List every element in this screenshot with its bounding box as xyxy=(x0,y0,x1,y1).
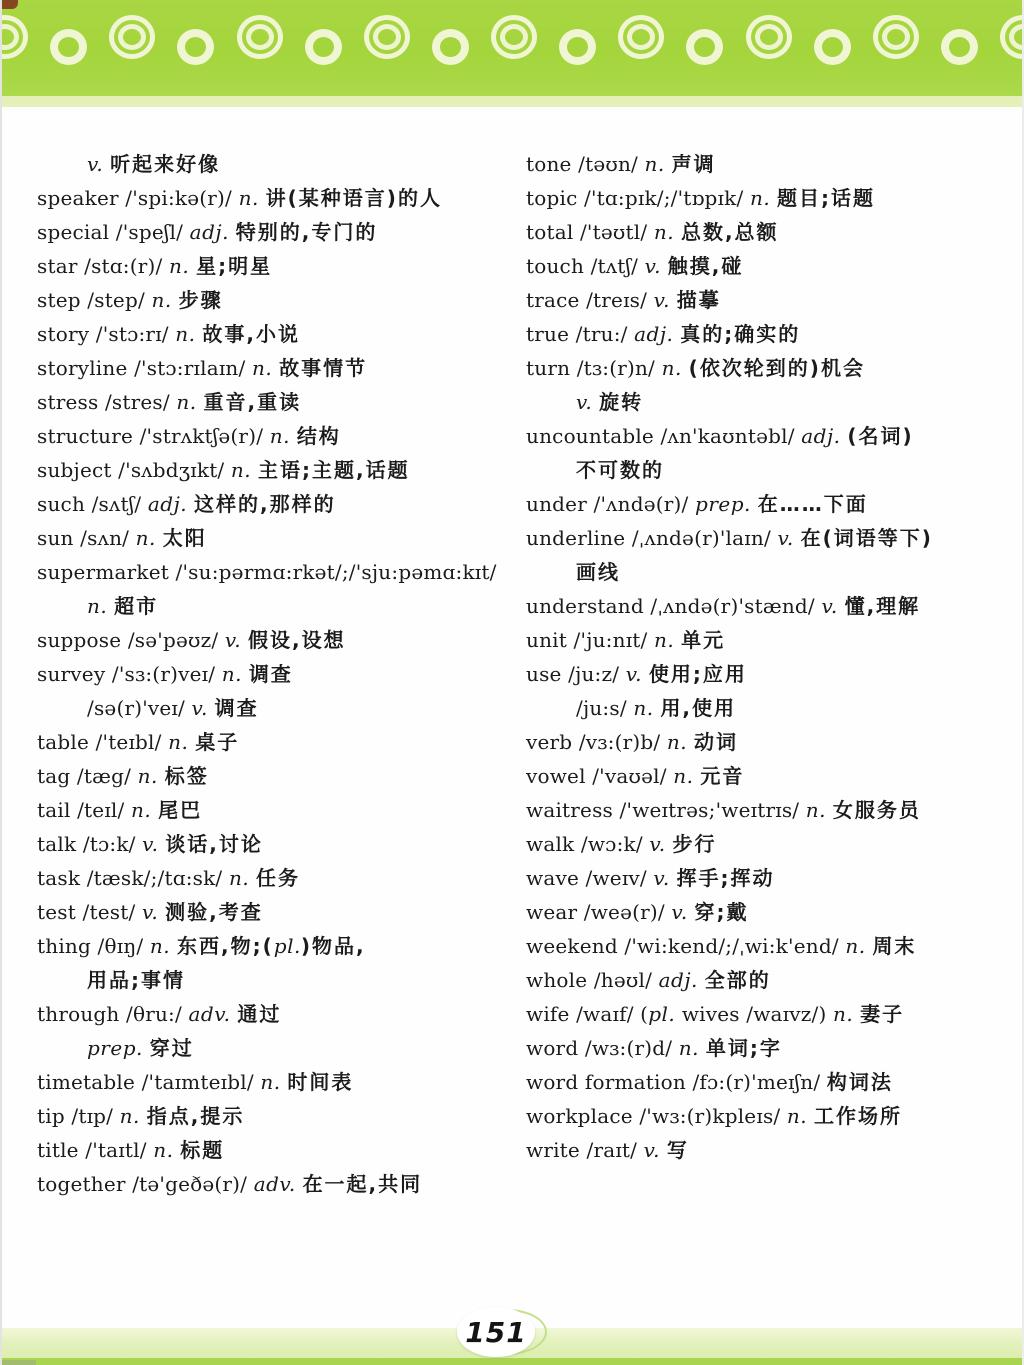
pos-label: n. xyxy=(230,458,259,482)
entry-text: topic /'tɑ:pɪk/;/'tɒpɪk/ xyxy=(526,186,750,210)
pos-label: n. xyxy=(87,594,115,618)
chinese-definition: 在……下面 xyxy=(757,492,868,516)
entry-text: unit /'ju:nɪt/ xyxy=(526,628,655,652)
entry-text: special /'speʃl/ xyxy=(37,220,190,244)
pos-label: adj. xyxy=(658,968,705,992)
scan-corner-mark xyxy=(2,0,18,9)
page-number: 151 xyxy=(465,1315,527,1349)
chinese-definition: 女服务员 xyxy=(832,798,921,822)
chinese-definition: 调查 xyxy=(248,662,293,686)
pos-label: adj. xyxy=(147,492,195,516)
dict-entry-line xyxy=(37,623,515,657)
dict-entry-line xyxy=(37,861,515,895)
chinese-definition: 使用;应用 xyxy=(648,662,747,686)
entry-text: whole /həʊl/ xyxy=(526,968,659,992)
dict-entry-line xyxy=(37,1099,515,1133)
entry-text: /sə(r)'veɪ/ xyxy=(87,696,192,720)
right-column xyxy=(526,147,1022,1167)
entry-text: waitress /'weɪtrəs;'weɪtrɪs/ xyxy=(526,798,806,822)
dict-entry-line xyxy=(37,317,515,351)
entry-text: trace /treɪs/ xyxy=(526,288,654,312)
left-column xyxy=(37,147,515,1201)
pos-label: v. xyxy=(87,152,111,176)
dict-entry-line xyxy=(526,351,1022,385)
chinese-definition: 写 xyxy=(666,1138,689,1162)
entry-text: through /θru:/ xyxy=(37,1002,189,1026)
entry-text: structure /'strʌktʃə(r)/ xyxy=(37,424,270,448)
chinese-definition: 总数,总额 xyxy=(680,220,779,244)
ring-icon xyxy=(941,29,978,65)
chinese-definition: 谈话,讨论 xyxy=(165,832,263,856)
dict-entry-line xyxy=(526,759,1022,793)
entry-text: step /step/ xyxy=(37,288,152,312)
entry-text: together /tə'geðə(r)/ xyxy=(37,1172,254,1196)
footer-edge-line xyxy=(2,1358,1024,1365)
dict-entry-line xyxy=(37,691,515,725)
ring-icon xyxy=(50,29,87,65)
entry-text: story /'stɔ:rɪ/ xyxy=(37,322,176,346)
entry-text: talk /tɔ:k/ xyxy=(37,832,143,856)
pos-label: n. xyxy=(653,220,681,244)
dict-entry-line xyxy=(526,249,1022,283)
dict-entry-line xyxy=(526,691,1022,725)
dict-entry-line xyxy=(37,589,515,623)
dict-entry-line xyxy=(526,1099,1022,1133)
entry-text: stress /stres/ xyxy=(37,390,177,414)
chinese-definition: 桌子 xyxy=(195,730,240,754)
entry-text: touch /tʌtʃ/ xyxy=(526,254,645,278)
dict-entry-line xyxy=(37,419,515,453)
dict-entry-line xyxy=(526,1031,1022,1065)
chinese-definition: 步骤 xyxy=(178,288,223,312)
pos-label: v. xyxy=(191,696,215,720)
chinese-definition: 这样的,那样的 xyxy=(194,492,336,516)
chinese-definition: )物品, xyxy=(300,934,366,958)
chinese-definition: 主语;主题,话题 xyxy=(258,458,410,482)
dict-entry-line xyxy=(37,351,515,385)
dict-entry-line xyxy=(526,453,1022,487)
pos-label: v. xyxy=(142,832,166,856)
chinese-definition: 不可数的 xyxy=(576,458,664,482)
pos-label: v. xyxy=(644,254,668,278)
ring-icon xyxy=(2,15,28,59)
chinese-definition: 构词法 xyxy=(826,1070,893,1094)
entry-text: supermarket /'su:pərmɑ:rkət/;/'sju:pəmɑ:kɪt/ xyxy=(37,560,497,584)
entry-text: workplace /'wɜ:(r)kpleɪs/ xyxy=(526,1104,787,1128)
entry-text: word formation /fɔ:(r)'meɪʃn/ xyxy=(526,1070,827,1094)
chinese-definition: 标题 xyxy=(180,1138,225,1162)
chinese-definition: 特别的,专门的 xyxy=(235,220,378,244)
pos-label: n. xyxy=(135,526,163,550)
dict-entry-line xyxy=(37,793,515,827)
pos-label: adj. xyxy=(634,322,681,346)
chinese-definition: 题目;话题 xyxy=(777,186,876,210)
entry-text: speaker /'spi:kə(r)/ xyxy=(37,186,239,210)
ring-icon xyxy=(559,29,596,65)
dict-entry-line xyxy=(37,555,515,589)
pos-label: adv. xyxy=(188,1002,238,1026)
chinese-definition: 结构 xyxy=(296,424,341,448)
decorative-header xyxy=(2,0,1024,96)
dict-entry-line xyxy=(526,623,1022,657)
entry-text: test /test/ xyxy=(37,900,142,924)
entry-text: thing /θɪŋ/ xyxy=(37,934,150,958)
dict-entry-line xyxy=(526,1133,1022,1167)
entry-text: uncountable /ʌn'kaʊntəbl/ xyxy=(526,424,802,448)
dict-entry-line xyxy=(37,1133,515,1167)
pos-label: v. xyxy=(821,594,845,618)
chinese-definition: 超市 xyxy=(114,594,159,618)
entry-text: timetable /'taɪmteɪbl/ xyxy=(37,1070,261,1094)
ring-icon xyxy=(1000,15,1024,59)
chinese-definition: 用,使用 xyxy=(660,696,737,720)
entry-text: weekend /'wi:kend/;/ˌwi:k'end/ xyxy=(526,934,846,958)
chinese-definition: 工作场所 xyxy=(814,1104,903,1128)
entry-text: such /sʌtʃ/ xyxy=(37,492,148,516)
chinese-definition: 听起来好像 xyxy=(110,152,221,176)
pos-label: n. xyxy=(221,662,249,686)
dict-entry-line xyxy=(37,725,515,759)
header-strip xyxy=(2,96,1024,107)
dict-entry-line xyxy=(526,147,1022,181)
dict-entry-line xyxy=(526,555,1022,589)
pos-label: n. xyxy=(137,764,165,788)
dict-entry-line xyxy=(526,827,1022,861)
ring-icon xyxy=(814,29,851,65)
pos-label: n. xyxy=(153,1138,181,1162)
dict-entry-line xyxy=(37,1065,515,1099)
ring-icon xyxy=(364,15,410,59)
pos-label: n. xyxy=(805,798,833,822)
pos-label: n. xyxy=(666,730,694,754)
dict-entry-line xyxy=(526,589,1022,623)
chinese-definition: 单词;字 xyxy=(705,1036,782,1060)
entry-text: task /tæsk/;/tɑ:sk/ xyxy=(37,866,229,890)
ring-icon xyxy=(305,29,342,65)
pos-label: n. xyxy=(131,798,159,822)
dict-entry-line xyxy=(37,963,515,997)
entry-text: true /tru:/ xyxy=(526,322,635,346)
entry-text: tail /teɪl/ xyxy=(37,798,132,822)
chinese-definition: 假设,设想 xyxy=(248,628,346,652)
entry-text: underline /ˌʌndə(r)'laɪn/ xyxy=(526,526,778,550)
chinese-definition: 穿;戴 xyxy=(694,900,749,924)
pos-label: n. xyxy=(119,1104,147,1128)
entry-text: understand /ˌʌndə(r)'stænd/ xyxy=(526,594,822,618)
entry-text: wife /waɪf/ ( xyxy=(526,1002,649,1026)
chinese-definition: 尾巴 xyxy=(158,798,203,822)
pos-label: prep. xyxy=(87,1036,150,1060)
dict-entry-line xyxy=(37,181,515,215)
page-number-area xyxy=(457,1307,547,1357)
chinese-definition: 重音,重读 xyxy=(203,390,302,414)
entry-text: word /wɜ:(r)d/ xyxy=(526,1036,679,1060)
chinese-definition: 声调 xyxy=(671,152,716,176)
chinese-definition: 通过 xyxy=(237,1002,282,1026)
entry-text: star /stɑ:(r)/ xyxy=(37,254,169,278)
chinese-definition: 描摹 xyxy=(676,288,721,312)
pos-label: n. xyxy=(168,730,196,754)
dict-entry-line xyxy=(37,827,515,861)
entry-text: write /raɪt/ xyxy=(526,1138,644,1162)
dict-entry-line xyxy=(37,997,515,1031)
entry-text: under /'ʌndə(r)/ xyxy=(526,492,696,516)
chinese-definition: 时间表 xyxy=(287,1070,354,1094)
pos-label: n. xyxy=(228,866,257,890)
chinese-definition: 动词 xyxy=(693,730,738,754)
ring-icon xyxy=(432,29,469,65)
pos-label: pl. xyxy=(273,934,301,958)
chinese-definition: 调查 xyxy=(214,696,259,720)
entry-text: use /ju:z/ xyxy=(526,662,626,686)
chinese-definition: 测验,考查 xyxy=(165,900,263,924)
chinese-definition: 画线 xyxy=(576,560,620,584)
chinese-definition: 单元 xyxy=(681,628,726,652)
dict-entry-line xyxy=(526,487,1022,521)
ring-icon xyxy=(686,29,723,65)
entry-text: tone /təʊn/ xyxy=(526,152,645,176)
pos-label: n. xyxy=(678,1036,706,1060)
chinese-definition: 全部的 xyxy=(704,968,771,992)
pos-label: adj. xyxy=(801,424,848,448)
entry-text: subject /'sʌbdʒɪkt/ xyxy=(37,458,231,482)
dict-entry-line xyxy=(37,453,515,487)
pos-label: n. xyxy=(786,1104,815,1128)
dict-entry-line xyxy=(37,1031,515,1065)
dict-entry-line xyxy=(37,215,515,249)
chinese-definition: 标签 xyxy=(164,764,209,788)
dict-entry-line xyxy=(526,419,1022,453)
entry-text: storyline /'stɔ:rɪlaɪn/ xyxy=(37,356,252,380)
entry-text: verb /vɜ:(r)b/ xyxy=(526,730,667,754)
ring-icon xyxy=(177,29,214,65)
entry-text: wear /weə(r)/ xyxy=(526,900,672,924)
pos-label: n. xyxy=(661,356,689,380)
pos-label: adv. xyxy=(253,1172,303,1196)
pos-label: v. xyxy=(643,1138,667,1162)
pos-label: n. xyxy=(168,254,197,278)
entry-text: tip /tɪp/ xyxy=(37,1104,120,1128)
chinese-definition: 在(词语等下) xyxy=(800,526,933,550)
dict-entry-line xyxy=(526,861,1022,895)
dict-entry-line xyxy=(37,521,515,555)
entry-text: title /'taɪtl/ xyxy=(37,1138,154,1162)
dict-entry-line xyxy=(526,215,1022,249)
dict-entry-line xyxy=(37,929,515,963)
pos-label: n. xyxy=(644,152,672,176)
pos-label: prep. xyxy=(695,492,758,516)
entry-text: table /'teɪbl/ xyxy=(37,730,169,754)
dict-entry-line xyxy=(526,895,1022,929)
chinese-definition: 太阳 xyxy=(162,526,207,550)
dict-entry-line xyxy=(526,521,1022,555)
pos-label: n. xyxy=(252,356,280,380)
entry-text: turn /tɜ:(r)n/ xyxy=(526,356,662,380)
entry-text: total /'təʊtl/ xyxy=(526,220,654,244)
ring-icon xyxy=(491,15,537,59)
dict-entry-line xyxy=(37,759,515,793)
pos-label: v. xyxy=(653,288,677,312)
entry-text: survey /'sɜ:(r)veɪ/ xyxy=(37,662,222,686)
entry-text: wives /waɪvz/) xyxy=(675,1002,834,1026)
entry-text: suppose /sə'pəʊz/ xyxy=(37,628,225,652)
chinese-definition: 故事情节 xyxy=(279,356,368,380)
chinese-definition: 东西,物;( xyxy=(177,934,274,958)
entry-text: walk /wɔ:k/ xyxy=(526,832,650,856)
pos-label: n. xyxy=(151,288,179,312)
ring-icon xyxy=(109,15,155,59)
pos-label: v. xyxy=(141,900,166,924)
chinese-definition: 挥手;挥动 xyxy=(676,866,775,890)
scan-edge-smudge xyxy=(2,1360,36,1365)
pos-label: n. xyxy=(149,934,178,958)
dict-entry-line xyxy=(526,657,1022,691)
dict-entry-line xyxy=(37,487,515,521)
dict-entry-line xyxy=(37,1167,515,1201)
chinese-definition: 任务 xyxy=(256,866,301,890)
pos-label: n. xyxy=(749,186,778,210)
chinese-definition: 懂,理解 xyxy=(844,594,921,618)
dict-entry-line xyxy=(37,385,515,419)
pos-label: n. xyxy=(845,934,873,958)
pos-label: adj. xyxy=(189,220,236,244)
pos-label: v. xyxy=(224,628,248,652)
chinese-definition: (依次轮到的)机会 xyxy=(688,356,865,380)
dict-entry-line xyxy=(526,929,1022,963)
dict-entry-line xyxy=(37,657,515,691)
pos-label: v. xyxy=(576,390,600,414)
pos-label: v. xyxy=(649,832,673,856)
dict-entry-line xyxy=(37,895,515,929)
pos-label: n. xyxy=(175,322,203,346)
dict-entry-line xyxy=(526,793,1022,827)
pos-label: v. xyxy=(653,866,677,890)
pos-label: n. xyxy=(238,186,266,210)
entry-text: vowel /'vaʊəl/ xyxy=(526,764,674,788)
pos-label: n. xyxy=(654,628,682,652)
chinese-definition: 故事,小说 xyxy=(202,322,301,346)
chinese-definition: 指点,提示 xyxy=(146,1104,245,1128)
dict-entry-line xyxy=(526,181,1022,215)
chinese-definition: 在一起,共同 xyxy=(302,1172,423,1196)
dict-entry-line xyxy=(526,725,1022,759)
dict-entry-line xyxy=(526,963,1022,997)
chinese-definition: 周末 xyxy=(872,934,917,958)
circle-ring-pattern xyxy=(2,0,1024,96)
chinese-definition: 步行 xyxy=(672,832,717,856)
dict-entry-line xyxy=(526,317,1022,351)
pos-label: n. xyxy=(833,1002,861,1026)
ring-icon xyxy=(746,15,792,59)
chinese-definition: 真的;确实的 xyxy=(680,322,801,346)
chinese-definition: (名词) xyxy=(847,424,914,448)
pos-label: v. xyxy=(777,526,801,550)
dict-entry-line xyxy=(37,283,515,317)
pos-label: pl. xyxy=(648,1002,676,1026)
entry-text: sun /sʌn/ xyxy=(37,526,136,550)
pos-label: n. xyxy=(176,390,204,414)
pos-label: v. xyxy=(625,662,649,686)
dict-entry-line xyxy=(526,1065,1022,1099)
chinese-definition: 旋转 xyxy=(599,390,644,414)
chinese-definition: 讲(某种语言)的人 xyxy=(265,186,442,210)
ring-icon xyxy=(618,15,664,59)
chinese-definition: 妻子 xyxy=(860,1002,905,1026)
pos-label: v. xyxy=(671,900,695,924)
page-number-badge xyxy=(457,1307,535,1357)
chinese-definition: 穿过 xyxy=(149,1036,194,1060)
dict-entry-line xyxy=(526,283,1022,317)
dict-entry-line xyxy=(526,997,1022,1031)
pos-label: n. xyxy=(673,764,701,788)
dict-entry-line xyxy=(37,249,515,283)
entry-text: /ju:s/ xyxy=(576,696,634,720)
entry-text: wave /weɪv/ xyxy=(526,866,654,890)
ring-icon xyxy=(237,15,283,59)
pos-label: n. xyxy=(633,696,661,720)
chinese-definition: 用品;事情 xyxy=(87,968,185,992)
chinese-definition: 触摸,碰 xyxy=(667,254,744,278)
entry-text: tag /tæg/ xyxy=(37,764,138,788)
dict-entry-line xyxy=(526,385,1022,419)
dict-entry-line xyxy=(37,147,515,181)
pos-label: n. xyxy=(269,424,297,448)
ring-icon xyxy=(873,15,919,59)
chinese-definition: 元音 xyxy=(700,764,745,788)
pos-label: n. xyxy=(260,1070,288,1094)
chinese-definition: 星;明星 xyxy=(196,254,273,278)
